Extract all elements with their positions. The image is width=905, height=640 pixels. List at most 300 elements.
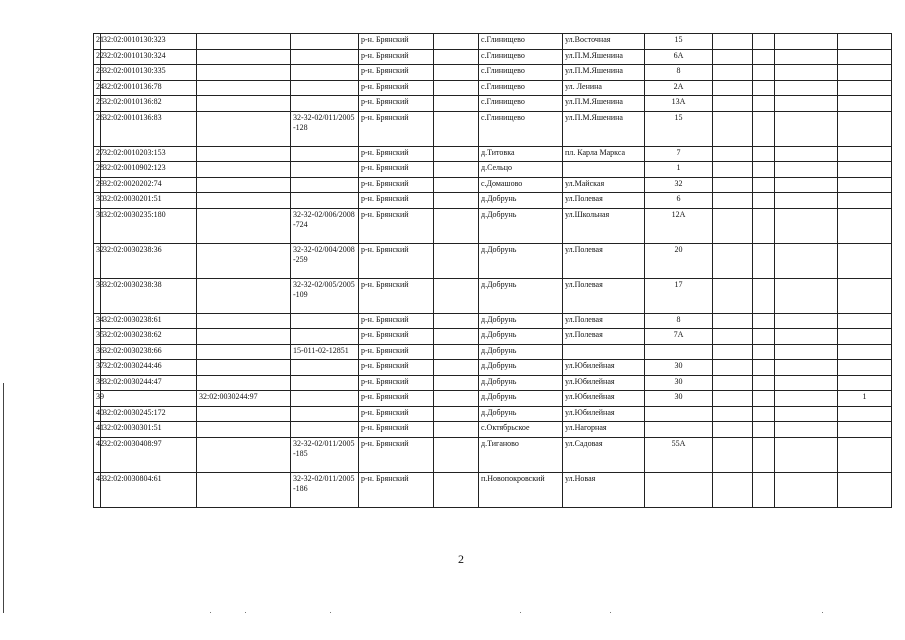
cell-settlement: с.Октябрьское [479, 422, 563, 438]
cell-last-column [838, 208, 892, 243]
cell-registration-number [291, 177, 359, 193]
cell-empty [753, 472, 775, 507]
cell-district: р-н. Брянский [359, 96, 434, 112]
cell-street: пл. Карла Маркса [563, 146, 645, 162]
cell-empty [434, 96, 479, 112]
cell-district: р-н. Брянский [359, 34, 434, 50]
cell-empty [434, 422, 479, 438]
cell-last-column [838, 375, 892, 391]
scan-speck [330, 612, 331, 613]
cell-empty [775, 34, 838, 50]
cell-related-cadastral-number [197, 406, 291, 422]
cell-cadastral-number: 32:02:0010130:323 [101, 34, 197, 50]
cell-row-number: 41 [94, 422, 101, 438]
cell-last-column [838, 111, 892, 146]
table-row [94, 437, 892, 472]
cell-row-number: 30 [94, 193, 101, 209]
cell-empty [775, 177, 838, 193]
cell-last-column [838, 313, 892, 329]
cell-last-column [838, 177, 892, 193]
cell-house-number: 8 [645, 313, 713, 329]
cell-empty [775, 437, 838, 472]
cell-house-number [645, 472, 713, 507]
cell-district: р-н. Брянский [359, 49, 434, 65]
cell-empty [753, 375, 775, 391]
cell-cadastral-number: 32:02:0030201:51 [101, 193, 197, 209]
cell-house-number: 12А [645, 208, 713, 243]
cell-cadastral-number: 32:02:0030238:66 [101, 344, 197, 360]
cell-empty [775, 80, 838, 96]
cell-cadastral-number: 32:02:0030238:38 [101, 278, 197, 313]
cell-settlement: с.Глинищево [479, 34, 563, 50]
cell-empty [713, 278, 753, 313]
cell-registration-number [291, 391, 359, 407]
page-number: 2 [458, 552, 464, 566]
cell-row-number: 39 [94, 391, 101, 407]
cell-empty [713, 162, 753, 178]
scan-speck [245, 612, 246, 613]
cell-empty [434, 177, 479, 193]
cell-house-number: 30 [645, 360, 713, 376]
cell-settlement: д.Добрунь [479, 243, 563, 278]
cell-empty [775, 243, 838, 278]
table-row [94, 243, 892, 278]
cell-empty [434, 406, 479, 422]
cell-settlement: с.Глинищево [479, 96, 563, 112]
cell-row-number: 36 [94, 344, 101, 360]
cell-empty [753, 437, 775, 472]
cell-empty [434, 437, 479, 472]
table-row [94, 344, 892, 360]
cell-settlement: с.Глинищево [479, 65, 563, 81]
cell-settlement: д.Титовка [479, 146, 563, 162]
cell-registration-number: 32-32-02/006/2008-724 [291, 208, 359, 243]
scan-speck [210, 612, 211, 613]
cell-empty [713, 49, 753, 65]
cell-registration-number [291, 96, 359, 112]
cell-street: ул. Ленина [563, 80, 645, 96]
cell-district: р-н. Брянский [359, 344, 434, 360]
cell-settlement: д.Добрунь [479, 391, 563, 407]
cell-settlement: д.Добрунь [479, 344, 563, 360]
cell-row-number: 26 [94, 111, 101, 146]
cell-empty [753, 208, 775, 243]
cell-empty [434, 49, 479, 65]
scan-speck [822, 612, 823, 613]
cell-settlement: с.Домашово [479, 177, 563, 193]
cell-cadastral-number [101, 391, 197, 407]
cell-registration-number [291, 406, 359, 422]
cell-empty [775, 208, 838, 243]
cell-cadastral-number: 32:02:0020202:74 [101, 177, 197, 193]
cell-street: ул.П.М.Яшенина [563, 65, 645, 81]
cell-registration-number: 15-011-02-12851 [291, 344, 359, 360]
cell-settlement: д.Добрунь [479, 278, 563, 313]
table-row [94, 34, 892, 50]
cell-empty [753, 80, 775, 96]
cell-empty [713, 422, 753, 438]
cell-row-number: 34 [94, 313, 101, 329]
cell-last-column [838, 146, 892, 162]
cell-empty [434, 208, 479, 243]
cell-house-number [645, 406, 713, 422]
cell-house-number: 17 [645, 278, 713, 313]
cell-empty [753, 344, 775, 360]
cell-empty [434, 344, 479, 360]
cell-empty [753, 243, 775, 278]
cell-related-cadastral-number [197, 313, 291, 329]
table-row [94, 360, 892, 376]
cell-registration-number: 32-32-02/005/2005-109 [291, 278, 359, 313]
cell-street: ул.Нагорная [563, 422, 645, 438]
cell-house-number [645, 344, 713, 360]
cell-cadastral-number: 32:02:0030235:180 [101, 208, 197, 243]
cell-street: ул.Полевая [563, 243, 645, 278]
cell-street: ул.Полевая [563, 193, 645, 209]
cell-row-number: 33 [94, 278, 101, 313]
cell-registration-number [291, 65, 359, 81]
cell-empty [775, 49, 838, 65]
cell-empty [713, 65, 753, 81]
cell-empty [434, 65, 479, 81]
cell-last-column [838, 344, 892, 360]
cell-empty [753, 96, 775, 112]
cell-registration-number [291, 34, 359, 50]
cell-empty [775, 193, 838, 209]
table-row [94, 313, 892, 329]
cell-registration-number [291, 193, 359, 209]
cell-settlement: д.Тиганово [479, 437, 563, 472]
cell-street: ул.Полевая [563, 313, 645, 329]
cell-row-number: 43 [94, 472, 101, 507]
cell-cadastral-number: 32:02:0010130:335 [101, 65, 197, 81]
cell-row-number: 23 [94, 65, 101, 81]
table-row [94, 329, 892, 345]
cell-street: ул.Юбилейная [563, 391, 645, 407]
cell-settlement: д.Добрунь [479, 208, 563, 243]
table-row [94, 208, 892, 243]
cell-district: р-н. Брянский [359, 375, 434, 391]
cell-last-column [838, 406, 892, 422]
cell-cadastral-number: 32:02:0030244:46 [101, 360, 197, 376]
cell-settlement: п.Новопокровский [479, 472, 563, 507]
cell-cadastral-number: 32:02:0010136:78 [101, 80, 197, 96]
cell-empty [713, 391, 753, 407]
cell-district: р-н. Брянский [359, 406, 434, 422]
table-row [94, 406, 892, 422]
cell-district: р-н. Брянский [359, 111, 434, 146]
cell-registration-number [291, 329, 359, 345]
cell-empty [775, 146, 838, 162]
cell-cadastral-number: 32:02:0010136:82 [101, 96, 197, 112]
table-row [94, 146, 892, 162]
cell-empty [434, 146, 479, 162]
cell-related-cadastral-number [197, 437, 291, 472]
cell-empty [775, 375, 838, 391]
cell-district: р-н. Брянский [359, 193, 434, 209]
cell-empty [434, 278, 479, 313]
scan-speck [520, 612, 521, 613]
cell-cadastral-number: 32:02:0010130:324 [101, 49, 197, 65]
cell-empty [753, 360, 775, 376]
cell-street: ул.Полевая [563, 329, 645, 345]
cell-related-cadastral-number [197, 472, 291, 507]
cell-empty [713, 313, 753, 329]
cell-empty [713, 193, 753, 209]
cell-related-cadastral-number [197, 360, 291, 376]
cell-house-number: 2А [645, 80, 713, 96]
table-row [94, 111, 892, 146]
cell-last-column [838, 96, 892, 112]
cell-last-column [838, 329, 892, 345]
cell-empty [713, 344, 753, 360]
cell-empty [713, 243, 753, 278]
cell-street [563, 162, 645, 178]
cell-empty [713, 96, 753, 112]
cell-empty [775, 96, 838, 112]
cell-last-column [838, 49, 892, 65]
cell-empty [753, 313, 775, 329]
table-row [94, 65, 892, 81]
cell-empty [753, 177, 775, 193]
cell-registration-number [291, 422, 359, 438]
cell-empty [775, 65, 838, 81]
cell-cadastral-number: 32:02:0010203:153 [101, 146, 197, 162]
cell-cadastral-number: 32:02:0030408:97 [101, 437, 197, 472]
cell-related-cadastral-number [197, 177, 291, 193]
cell-settlement: д.Добрунь [479, 193, 563, 209]
cell-empty [753, 34, 775, 50]
cell-empty [713, 375, 753, 391]
cell-street: ул.П.М.Яшенина [563, 96, 645, 112]
scan-margin-line [3, 383, 4, 613]
cell-empty [753, 406, 775, 422]
cell-empty [434, 243, 479, 278]
cell-empty [775, 406, 838, 422]
cell-last-column [838, 34, 892, 50]
cell-district: р-н. Брянский [359, 177, 434, 193]
cell-related-cadastral-number [197, 49, 291, 65]
cell-related-cadastral-number [197, 146, 291, 162]
cell-cadastral-number: 32:02:0030238:62 [101, 329, 197, 345]
cell-house-number: 13А [645, 96, 713, 112]
cell-empty [775, 360, 838, 376]
cell-related-cadastral-number [197, 243, 291, 278]
cell-empty [713, 437, 753, 472]
cell-empty [753, 193, 775, 209]
cell-related-cadastral-number [197, 34, 291, 50]
property-registry-table [93, 33, 892, 508]
cell-empty [775, 111, 838, 146]
cell-street [563, 344, 645, 360]
cell-empty [775, 329, 838, 345]
cell-row-number: 29 [94, 177, 101, 193]
cell-house-number: 30 [645, 391, 713, 407]
cell-empty [713, 406, 753, 422]
cell-cadastral-number: 32:02:0030804:61 [101, 472, 197, 507]
cell-empty [713, 329, 753, 345]
cell-district: р-н. Брянский [359, 162, 434, 178]
cell-house-number: 30 [645, 375, 713, 391]
cell-empty [753, 278, 775, 313]
cell-related-cadastral-number [197, 111, 291, 146]
cell-district: р-н. Брянский [359, 146, 434, 162]
cell-row-number: 32 [94, 243, 101, 278]
cell-registration-number: 32-32-02/011/2005-185 [291, 437, 359, 472]
cell-house-number [645, 422, 713, 438]
table-row [94, 162, 892, 178]
cell-registration-number [291, 162, 359, 178]
cell-cadastral-number: 32:02:0030301:51 [101, 422, 197, 438]
cell-district: р-н. Брянский [359, 80, 434, 96]
table-row [94, 80, 892, 96]
cell-empty [434, 391, 479, 407]
cell-empty [775, 344, 838, 360]
cell-row-number: 25 [94, 96, 101, 112]
cell-empty [713, 208, 753, 243]
table-row [94, 96, 892, 112]
cell-registration-number [291, 375, 359, 391]
cell-related-cadastral-number [197, 344, 291, 360]
cell-house-number: 7А [645, 329, 713, 345]
cell-settlement: д.Добрунь [479, 375, 563, 391]
cell-empty [713, 177, 753, 193]
cell-related-cadastral-number [197, 208, 291, 243]
table-row [94, 278, 892, 313]
cell-district: р-н. Брянский [359, 360, 434, 376]
cell-house-number: 15 [645, 111, 713, 146]
table-row [94, 177, 892, 193]
registry-body [94, 34, 892, 508]
table-row [94, 391, 892, 407]
cell-cadastral-number: 32:02:0010136:83 [101, 111, 197, 146]
cell-house-number: 6А [645, 49, 713, 65]
cell-street: ул.Восточная [563, 34, 645, 50]
cell-empty [713, 360, 753, 376]
cell-street: ул.Новая [563, 472, 645, 507]
cell-row-number: 31 [94, 208, 101, 243]
table-row [94, 422, 892, 438]
table-row [94, 49, 892, 65]
table-row [94, 375, 892, 391]
cell-empty [434, 329, 479, 345]
cell-settlement: д.Добрунь [479, 329, 563, 345]
cell-registration-number [291, 313, 359, 329]
cell-last-column [838, 422, 892, 438]
cell-cadastral-number: 32:02:0030238:36 [101, 243, 197, 278]
cell-row-number: 42 [94, 437, 101, 472]
cell-empty [753, 329, 775, 345]
table-row [94, 472, 892, 507]
cell-registration-number [291, 80, 359, 96]
cell-row-number: 21 [94, 34, 101, 50]
cell-row-number: 35 [94, 329, 101, 345]
cell-row-number: 24 [94, 80, 101, 96]
cell-district: р-н. Брянский [359, 391, 434, 407]
cell-related-cadastral-number [197, 278, 291, 313]
cell-cadastral-number: 32:02:0030238:61 [101, 313, 197, 329]
table-row [94, 193, 892, 209]
cell-empty [775, 313, 838, 329]
cell-house-number: 20 [645, 243, 713, 278]
cell-last-column [838, 193, 892, 209]
cell-district: р-н. Брянский [359, 437, 434, 472]
cell-empty [775, 278, 838, 313]
cell-street: ул.Школьная [563, 208, 645, 243]
cell-empty [753, 146, 775, 162]
cell-street: ул.Юбилейная [563, 360, 645, 376]
cell-street: ул.Юбилейная [563, 406, 645, 422]
cell-related-cadastral-number [197, 80, 291, 96]
cell-street: ул.П.М.Яшенина [563, 111, 645, 146]
cell-settlement: с.Глинищево [479, 111, 563, 146]
cell-empty [713, 146, 753, 162]
cell-empty [775, 472, 838, 507]
cell-related-cadastral-number [197, 422, 291, 438]
cell-house-number: 15 [645, 34, 713, 50]
cell-house-number: 7 [645, 146, 713, 162]
cell-last-column [838, 437, 892, 472]
cell-last-column [838, 243, 892, 278]
cell-empty [434, 80, 479, 96]
cell-related-cadastral-number: 32:02:0030244:97 [197, 391, 291, 407]
cell-empty [713, 472, 753, 507]
cell-empty [775, 391, 838, 407]
cell-district: р-н. Брянский [359, 313, 434, 329]
cell-registration-number: 32-32-02/011/2005-128 [291, 111, 359, 146]
cell-registration-number: 32-32-02/004/2008-259 [291, 243, 359, 278]
cell-empty [434, 375, 479, 391]
cell-related-cadastral-number [197, 329, 291, 345]
cell-empty [713, 111, 753, 146]
cell-settlement: д.Добрунь [479, 313, 563, 329]
cell-house-number: 55А [645, 437, 713, 472]
cell-empty [434, 111, 479, 146]
cell-cadastral-number: 32:02:0010902:123 [101, 162, 197, 178]
cell-street: ул.Майская [563, 177, 645, 193]
cell-last-column [838, 65, 892, 81]
cell-district: р-н. Брянский [359, 422, 434, 438]
cell-settlement: д.Добрунь [479, 406, 563, 422]
cell-related-cadastral-number [197, 96, 291, 112]
cell-street: ул.Юбилейная [563, 375, 645, 391]
cell-row-number: 28 [94, 162, 101, 178]
cell-empty [775, 162, 838, 178]
cell-empty [434, 162, 479, 178]
cell-last-column [838, 80, 892, 96]
cell-last-column [838, 162, 892, 178]
cell-last-column [838, 472, 892, 507]
cell-related-cadastral-number [197, 375, 291, 391]
cell-empty [753, 65, 775, 81]
cell-row-number: 38 [94, 375, 101, 391]
cell-settlement: с.Глинищево [479, 80, 563, 96]
cell-street: ул.П.М.Яшенина [563, 49, 645, 65]
cell-row-number: 27 [94, 146, 101, 162]
cell-registration-number [291, 49, 359, 65]
cell-cadastral-number: 32:02:0030245:172 [101, 406, 197, 422]
cell-house-number: 8 [645, 65, 713, 81]
cell-row-number: 37 [94, 360, 101, 376]
cell-district: р-н. Брянский [359, 472, 434, 507]
cell-last-column [838, 360, 892, 376]
cell-settlement: с.Глинищево [479, 49, 563, 65]
cell-settlement: д.Добрунь [479, 360, 563, 376]
cell-empty [434, 360, 479, 376]
cell-district: р-н. Брянский [359, 243, 434, 278]
cell-last-column: 1 [838, 391, 892, 407]
cell-street: ул.Садовая [563, 437, 645, 472]
